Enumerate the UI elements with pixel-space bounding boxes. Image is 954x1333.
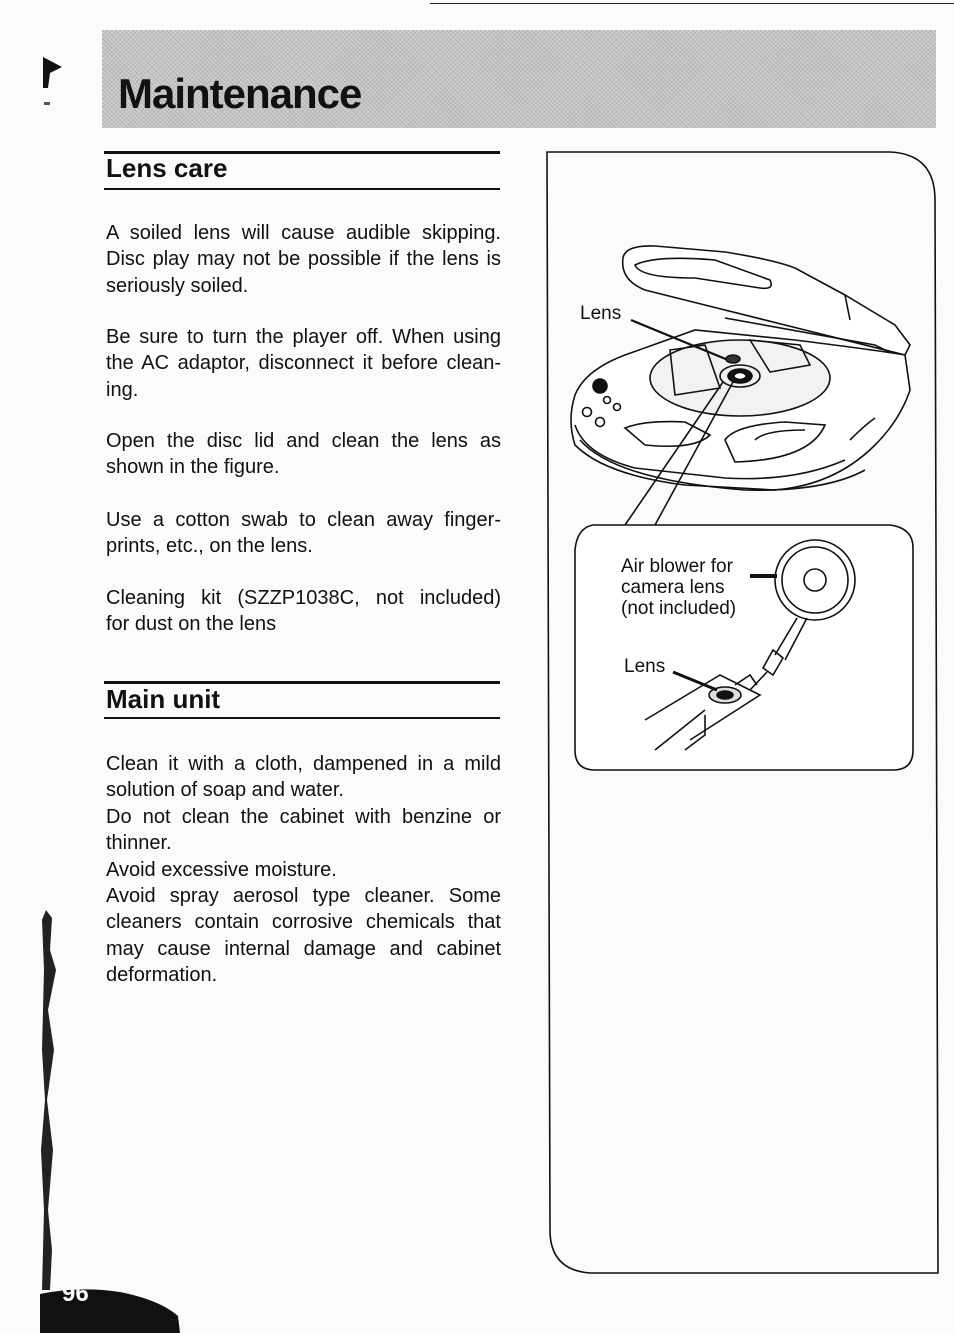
- text-line: solution of soap and water.: [106, 779, 344, 802]
- lens-label-top: Lens: [580, 303, 622, 324]
- binding-marks: [38, 910, 68, 1290]
- text-line: deformation.: [106, 964, 218, 987]
- text-line: shown in the figure.: [106, 456, 280, 479]
- marker-dot: [44, 102, 50, 105]
- section-title-lens-care: Lens care: [106, 153, 228, 183]
- text-line: may cause internal damage and cabinet: [106, 937, 501, 960]
- text-line: Open the disc lid and clean the lens as: [106, 430, 501, 452]
- text-line: Avoid spray aerosol type cleaner. Some: [106, 885, 501, 908]
- text-line: Clean it with a cloth, dampened in a mild: [106, 753, 501, 775]
- air-blower-label-line: camera lens: [621, 577, 725, 598]
- text-line: A soiled lens will cause audible skipping.: [106, 222, 501, 244]
- text-line: thinner.: [106, 832, 172, 855]
- text-line: cleaners contain corrosive chemicals that: [106, 911, 501, 934]
- text-line: Do not clean the cabinet with benzine or: [106, 805, 501, 828]
- text-line: ing.: [106, 378, 139, 401]
- cd-player-illustration: [571, 246, 910, 525]
- lens-label-inset: Lens: [624, 656, 666, 677]
- page-number: 96: [62, 1280, 89, 1307]
- lens-care-paragraph-4: [106, 507, 501, 560]
- text-line: seriously soiled.: [106, 274, 249, 297]
- section-marker-icon: [40, 55, 64, 89]
- top-rule: [430, 3, 954, 4]
- text-line: the AC adaptor, disconnect it before clean-: [106, 352, 501, 375]
- text-line: Use a cotton swab to clean away finger-: [106, 509, 501, 531]
- section-rule-bottom: [104, 717, 500, 719]
- text-line: Avoid excessive moisture.: [106, 858, 337, 881]
- air-blower-label: [621, 556, 736, 619]
- lens-care-paragraph-1: [106, 220, 501, 299]
- lens-care-paragraph-2: [106, 324, 501, 403]
- text-line: Cleaning kit (SZZP1038C, not included): [106, 587, 501, 609]
- lens-care-paragraph-3: [106, 428, 501, 481]
- page-title: Maintenance: [118, 70, 362, 117]
- lens-care-paragraph-5: [106, 585, 501, 638]
- text-line: prints, etc., on the lens.: [106, 535, 313, 558]
- text-line: Be sure to turn the player off. When using: [106, 326, 501, 348]
- main-unit-text: [106, 751, 501, 989]
- air-blower-label-line: Air blower for: [621, 556, 733, 577]
- section-title-main-unit: Main unit: [106, 684, 221, 714]
- page-number-tab: [40, 1286, 180, 1333]
- section-rule-bottom: [104, 188, 500, 190]
- text-line: Disc play may not be possible if the lens is: [106, 248, 501, 271]
- air-blower-label-line: (not included): [621, 598, 737, 619]
- text-line: for dust on the lens: [106, 613, 277, 636]
